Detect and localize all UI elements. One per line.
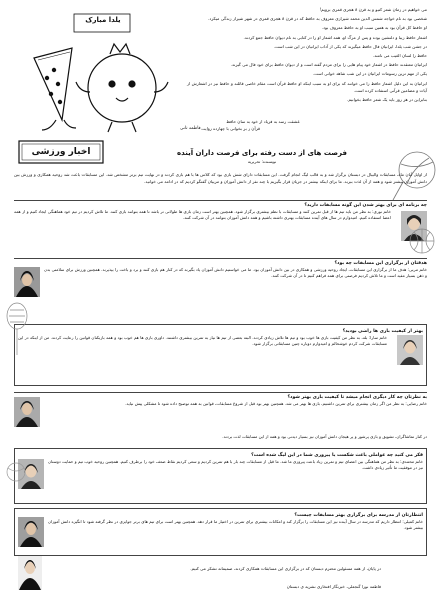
interview-block [14, 324, 427, 386]
interview-question: فکر می کنید چه عواملی باعث شکست یا پیروزی شما در این لیگ شده است؟ [251, 453, 423, 458]
article-paragraph: بنابراین در هر روز باید یک شعر حافظ بخوانیم. [347, 97, 427, 103]
interview-question: چه برنامه ای برای بهتر شدن این گونه مسابقات دارید؟ [304, 203, 427, 208]
middle-paragraph: در کنار تماشاگران، تشویق و بازی پرشور و پر هیجان دانش آموزان نیز بسیار دیدنی بود و همه از این مسابقات لذت بردند. [222, 434, 427, 439]
article-paragraph: می خواهیم در زمان شعر کتیو و به قرن ۸ هجری قمری برویم! [319, 7, 427, 12]
article-paragraph: حافظ را لسان الغیب می نامند. [372, 53, 427, 59]
interviewee-photo [18, 517, 44, 547]
interview-question: بهتر از کیفیت بازی ها راضی بودید؟ [342, 329, 423, 334]
interview-block [14, 258, 427, 320]
interview-question: به نظرتان چه کار دیگری انجام میشد تا کیفیت بازی بهتر شود؟ [287, 395, 427, 400]
interview-question: هدفتان از برگزاری این مسابقات چه بود؟ [334, 261, 427, 266]
interview-block [14, 200, 427, 256]
article-paragraph: در جشن شب یلدا، ایرانیان فال حافظ میگیرند که یکی از آداب ایرانیان در این شب است. [273, 43, 427, 49]
interview-block [14, 448, 427, 504]
banner-text: اخبار ورزشی [31, 147, 91, 157]
poem-line: عشقت رسد به فریاد ار خود به سان حافظ [226, 119, 300, 124]
article-paragraph: ایرانیان معتقدند حافظ در اشعار خود پیام هایی را برای مردم گفته است و از دیوان حافظ برای خود فال می گیرند. [230, 62, 427, 68]
interview-block [14, 508, 427, 556]
interview-block [14, 392, 427, 430]
closing-author: فاطمه نورا گنجعلی، خبرنگار افتخاری نشریه ی دبستان [286, 584, 381, 589]
section-subtitle: نویسنده: تحریریه [247, 159, 277, 164]
article-author: فاطمه ثانی [180, 126, 201, 131]
interview-answer: خانم مربی: هدف ما از برگزاری این مسابقات، ایجاد روحیه ورزشی و همکاری در بین دانش آموزان بود. ما می خواستیم دانش آموزان یاد بگیرند که در کنار هم بازی کنند و برد و باخت را بپذیرند. همچنین ورزش برای سلامتی بدن و ذهن بسیار مفید است و ما تلاش کردیم فرصتی برای همه فراهم کنیم تا در آن شرکت کنند. [44, 267, 427, 279]
interview-answer: خانم نوری: به نظر من باید تیم ها از قبل تمرین کنند و مسابقات با نظم بیشتری برگزار شود. همچنین بهتر است زمان بازی ها طولانی تر باشد تا همه بتوانند بازی کنند. ما تلاش کردیم در تیم خود هماهنگی ایجاد کنیم و از همه اعضا استفاده کنیم. امیدوارم در سال های آینده مسابقات بهتری داشته باشیم و همه دانش آموزان بتوانند در آن شرکت کنند. [14, 209, 391, 221]
poem-line: قرآن ز بر بخوانی با چهارده روایت [201, 126, 260, 131]
yalda-title: یلدا مبارک [85, 16, 121, 24]
poem-quote [140, 118, 300, 132]
interview-question: انتظارتان از مدرسه برای برگزاری بهتر مسابقات چیست؟ [294, 513, 423, 518]
interviewee-photo [397, 335, 423, 365]
ball-sketch-icon [4, 458, 28, 488]
interview-answer: خانم کمیلی: انتظار داریم که مدرسه در سال آینده نیز این مسابقات را برگزار کند و امکانات بیشتری برای تمرین در اختیار ما قرار دهد. همچنین بهتر است برای تیم های برتر جوایزی در نظر گرفته شود تا انگیزه دانش آموزان بیشتر شود. [48, 519, 423, 531]
interview-answer: خانم محمدی: به نظر من هماهنگی بین اعضای تیم و تمرین زیاد باعث پیروزی ما شد. ما قبل از مسابقات چند بار با هم تمرین کردیم و سعی کردیم نقاط ضعف خود را برطرف کنیم. همچنین روحیه خوب تیم و حمایت دوستان نیز در موفقیت ما تأثیر زیادی داشت. [48, 459, 423, 471]
section-title: فرصت های از دست رفته برای فرصت داران آینده [177, 149, 347, 157]
yalda-watermelon-pomegranate-illustration [14, 8, 184, 136]
interview-answer: خانم رضایی: به نظر من اگر زمان بیشتری برای تمرین داشتیم، بازی ها بهتر می شد. همچنین بهتر بود قبل از شروع مسابقات، قوانین به همه توضیح داده شود تا مشکلی پیش نیاید. [125, 401, 427, 406]
article-paragraph: شخصی بود به نام خواجه شمس الدین محمد شیرازی معروف به حافظ که در قرن ۸ هجری قمری در شهر شیراز زندگی میکرد. [208, 16, 427, 22]
article-paragraph: او حافظ کل قرآن بود به همین سبب او به حافظ معروف بود. [321, 25, 427, 31]
basketball-sketch-icon [407, 226, 437, 256]
closing-paragraph: در پایان، از همه مسئولین محترم دبستان که در برگزاری این مسابقات همکاری کردند، صمیمانه تشکر می کنیم. [190, 566, 381, 571]
hafez-article [187, 6, 427, 105]
sports-section-header [97, 149, 427, 165]
yalda-section [0, 0, 441, 145]
interview-answer: خانم سارا: بله، به نظر من کیفیت بازی ها خوب بود و تیم ها تلاش زیادی کردند. البته بعضی از تیم ها نیاز به تمرین بیشتری داشتند. داوری بازی ها هم خوب بود و همه بازیکنان قوانین را رعایت کردند. من از اینکه در این مسابقات شرکت کردم خوشحالم و امیدوارم دوباره چنین مسابقاتی برگزار شود. [18, 335, 387, 347]
article-paragraph: یکی از مهم ترین رسومات ایرانیان در این شب شاهد خوانی است. [312, 71, 427, 77]
intro-paragraph: از اوایل آبان ماه، مسابقات والیبال در دبستان برگزار شد و به قالب لیگ انجام گرفت. این مسابقات دارای شش بازی بود که کلاس ها با هم بازی کردند و در نهایت تیم برتر مشخص شد. این مسابقات باعث شد روحیه همکاری و ورزش بین دانش آموزان بیشتر شود و همه از آن لذت ببرند. ما برای اینکه بیشتر در جریان قرار بگیریم با چند نفر از دانش آموزان و مربیان گفتگو کردیم که در ادامه می خوانید. [14, 172, 427, 184]
racket-sketch-icon [2, 300, 32, 360]
interviewee-photo [14, 397, 40, 427]
article-paragraph: ایرانیان به این دلیل اشعار حافظ را می خوانند که برای او به سبب اینکه او حافظ قرآن است مقام خاصی قائلند و حافظ نیز در اشعارش از آیات و مضامین قرآنی استفاده کرده است. [187, 80, 427, 93]
reporter-photo [18, 556, 42, 590]
article-paragraph: اشعار حافظ زیبا و دلنشین بوده و پس از مرگ او، همه اشعار او را در کتابی به نام دیوان حافظ جمع کردند. [243, 34, 427, 40]
interviewee-photo [14, 267, 40, 297]
